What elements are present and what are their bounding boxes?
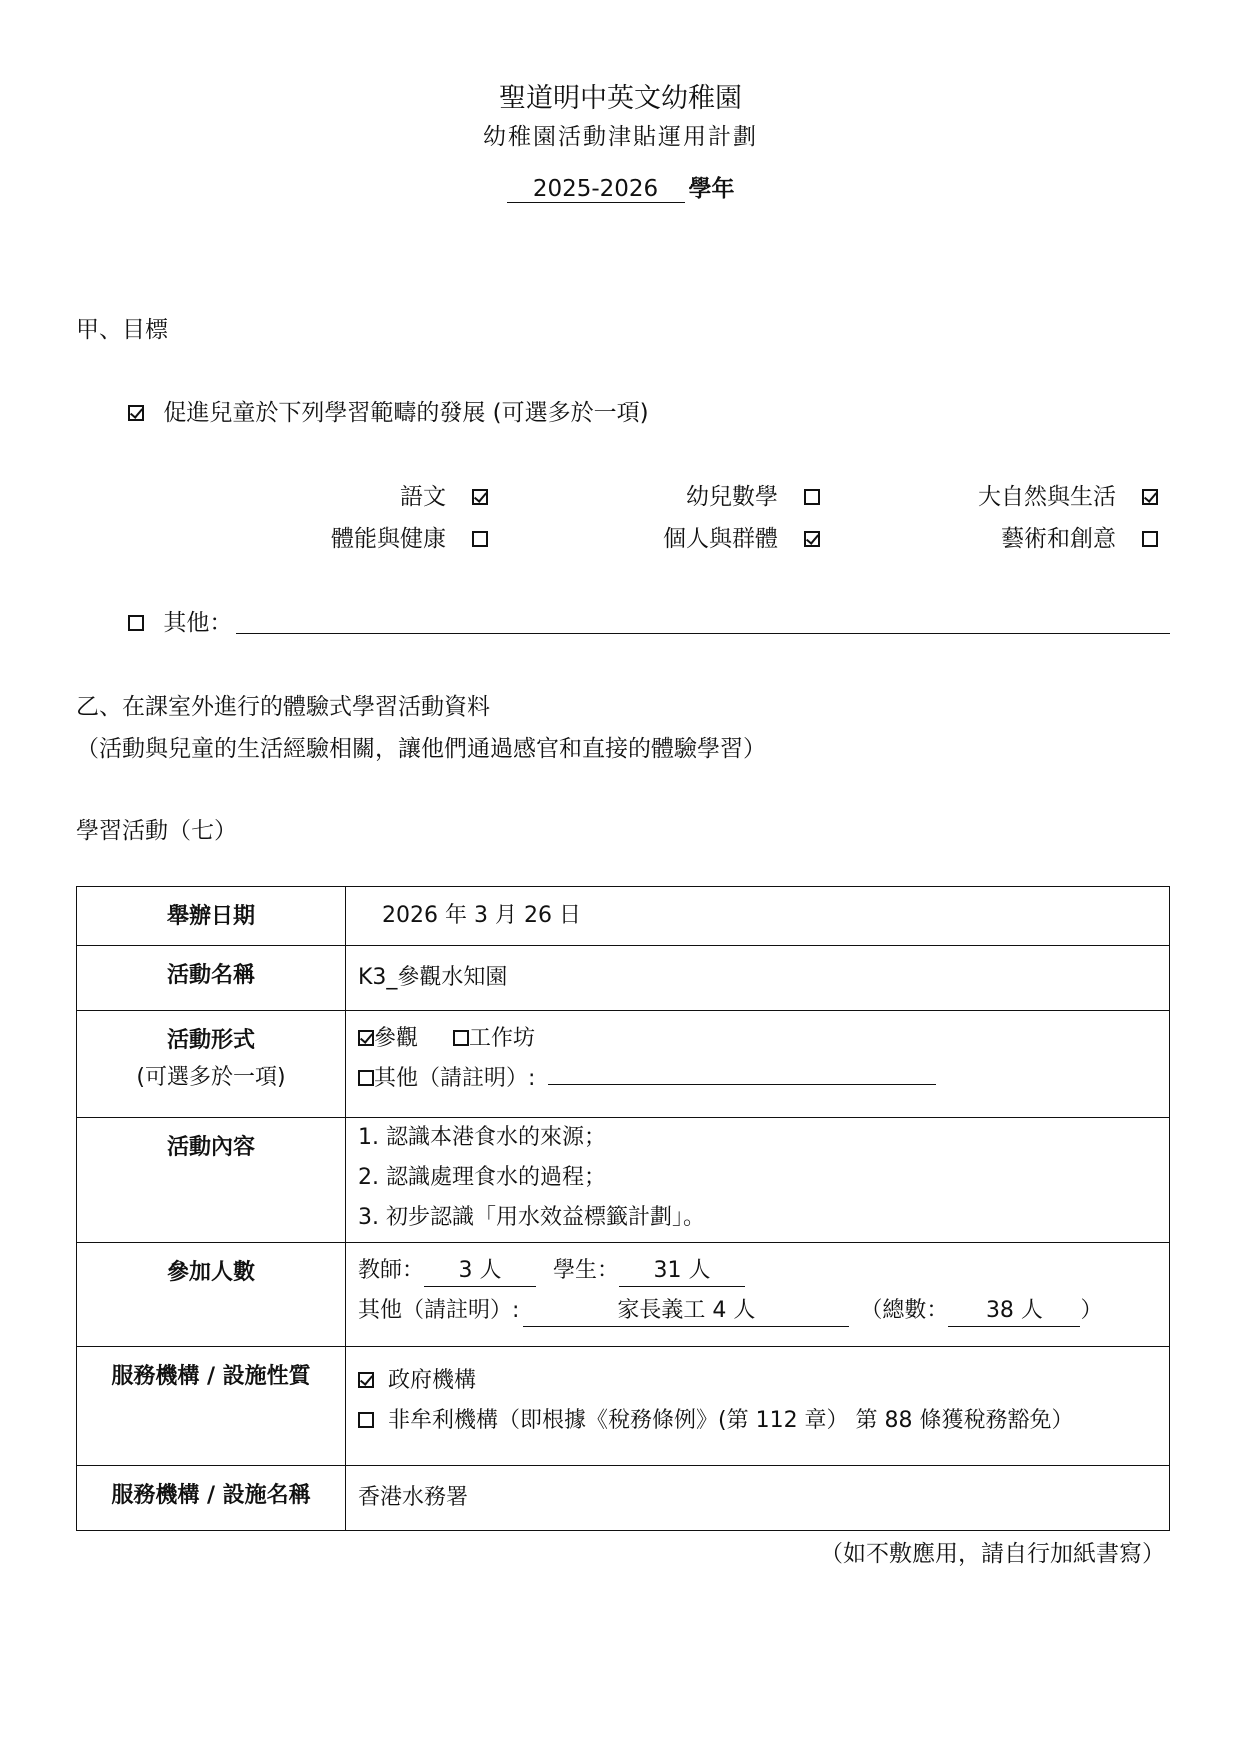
form-workshop-checkbox[interactable] <box>453 1030 469 1046</box>
name-value: K3_參觀水知園 <box>358 965 508 990</box>
org-gov-checkbox[interactable] <box>358 1372 374 1388</box>
participants-line-1 <box>358 1251 1157 1291</box>
goal-line <box>128 394 649 427</box>
form-other-field[interactable] <box>548 1084 936 1085</box>
org-name-value: 香港水務署 <box>358 1485 469 1510</box>
form-other-label: 其他（請註明）: <box>374 1066 536 1091</box>
content-label: 活動內容 <box>77 1118 346 1243</box>
other-goal <box>128 604 232 637</box>
activity-title: 學習活動（七） <box>76 818 237 844</box>
participants-line-2 <box>358 1291 1157 1331</box>
org-gov-label: 政府機構 <box>388 1368 477 1393</box>
others-value: 家長義工 4 人 <box>523 1296 849 1327</box>
other-goal-checkbox[interactable] <box>128 615 144 631</box>
table-row <box>77 1347 1170 1466</box>
org-type-label: 服務機構 / 設施性質 <box>77 1347 346 1466</box>
table-row <box>77 1011 1170 1118</box>
area-language: 語文 <box>400 478 488 511</box>
area-math: 幼兒數學 <box>686 478 820 511</box>
school-year <box>0 170 1241 203</box>
other-goal-label: 其他： <box>163 610 233 636</box>
students-label: 學生： <box>553 1258 620 1283</box>
area-language-checkbox[interactable] <box>472 489 488 505</box>
content-item: 1. 認識本港食水的來源； <box>358 1125 606 1150</box>
section-b-heading: 乙、在課室外進行的體驗式學習活動資料 <box>76 694 490 720</box>
org-gov-option <box>358 1361 1157 1401</box>
table-row <box>77 887 1170 946</box>
area-math-checkbox[interactable] <box>804 489 820 505</box>
teachers-label: 教師： <box>358 1258 425 1283</box>
others-label: 其他（請註明）: <box>358 1298 520 1323</box>
name-label: 活動名稱 <box>77 946 346 1011</box>
form-options <box>358 1019 1157 1059</box>
activity-table <box>76 886 1170 1531</box>
plan-title: 幼稚園活動津貼運用計劃 <box>483 124 758 150</box>
org-name-label: 服務機構 / 設施名稱 <box>77 1466 346 1531</box>
form-visit-label: 參觀 <box>374 1026 419 1051</box>
form-other <box>358 1059 1157 1099</box>
footnote: （如不敷應用，請自行加紙書寫） <box>820 1541 1165 1567</box>
content-item: 2. 認識處理食水的過程； <box>358 1165 606 1190</box>
total-close: ） <box>1080 1298 1103 1323</box>
area-self-society-checkbox[interactable] <box>804 531 820 547</box>
area-arts: 藝術和創意 <box>1001 520 1158 553</box>
form-sub: (可選多於一項) <box>136 1065 286 1090</box>
total-label: （總數： <box>860 1298 949 1323</box>
table-row <box>77 1118 1170 1243</box>
date-value: 2026 年 3 月 26 日 <box>382 903 581 928</box>
goal-text: 促進兒童於下列學習範疇的發展 (可選多於一項) <box>163 400 649 426</box>
teachers-value: 3 人 <box>424 1256 536 1287</box>
goal-checkbox[interactable] <box>128 405 144 421</box>
org-ngo-checkbox[interactable] <box>358 1412 374 1428</box>
area-physical: 體能與健康 <box>331 520 488 553</box>
table-row <box>77 1466 1170 1531</box>
school-name: 聖道明中英文幼稚園 <box>499 83 742 114</box>
total-value: 38 人 <box>948 1296 1080 1327</box>
area-physical-checkbox[interactable] <box>472 531 488 547</box>
form-visit-checkbox[interactable] <box>358 1030 374 1046</box>
area-nature: 大自然與生活 <box>978 478 1158 511</box>
area-nature-checkbox[interactable] <box>1142 489 1158 505</box>
participants-label: 參加人數 <box>77 1243 346 1347</box>
form-workshop-label: 工作坊 <box>469 1026 536 1051</box>
other-goal-field[interactable] <box>236 633 1170 634</box>
section-a-heading: 甲、目標 <box>76 317 168 343</box>
date-label: 舉辦日期 <box>77 887 346 946</box>
org-ngo-label: 非牟利機構（即根據《稅務條例》(第 112 章） 第 88 條獲稅務豁免） <box>388 1408 1074 1433</box>
area-arts-checkbox[interactable] <box>1142 531 1158 547</box>
form-label: 活動形式 <box>166 1028 255 1053</box>
students-value: 31 人 <box>619 1256 745 1287</box>
form-other-checkbox[interactable] <box>358 1070 374 1086</box>
content-item: 3. 初步認識「用水效益標籤計劃」。 <box>358 1205 705 1230</box>
year-value: 2025-2026 <box>507 176 685 203</box>
year-suffix: 學年 <box>688 176 735 202</box>
table-row <box>77 946 1170 1011</box>
org-ngo-option <box>358 1401 1157 1441</box>
area-self-society: 個人與群體 <box>663 520 820 553</box>
table-row <box>77 1243 1170 1347</box>
section-b-subheading: （活動與兒童的生活經驗相關，讓他們通過感官和直接的體驗學習） <box>76 736 766 762</box>
